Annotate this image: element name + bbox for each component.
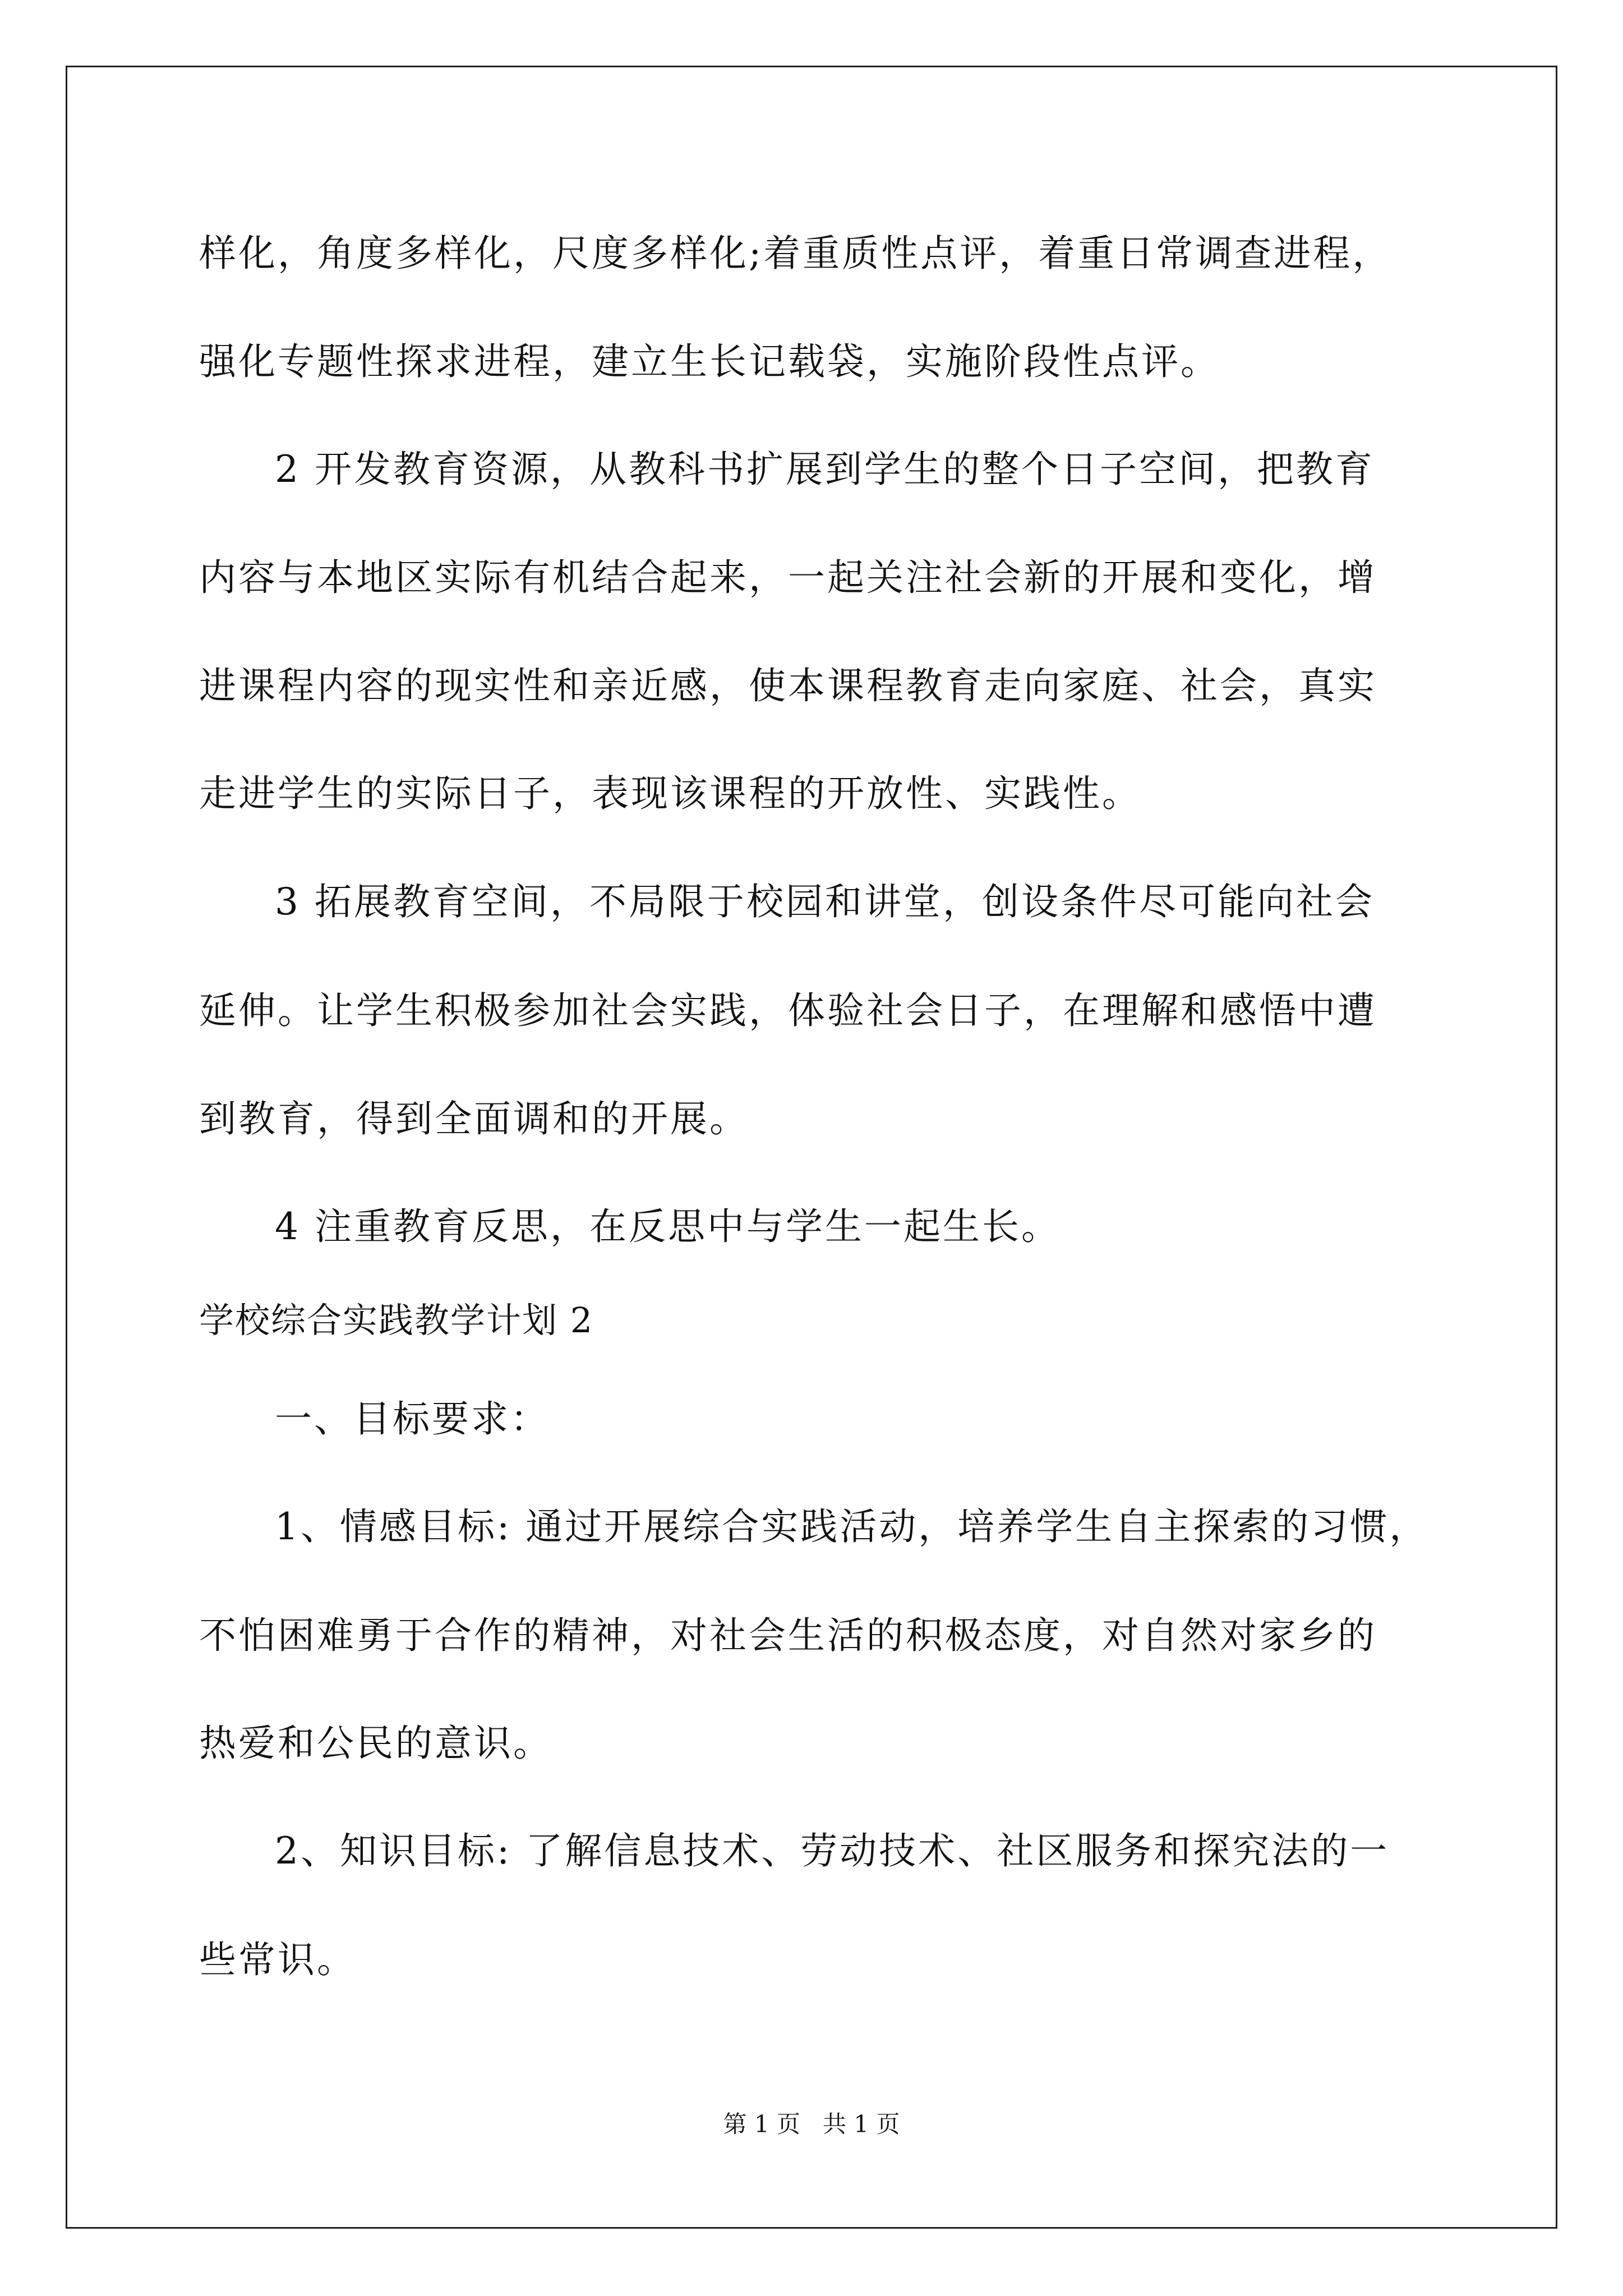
paragraph-line: 样化，角度多样化，尺度多样化;着重质性点评，着重日常调查进程， xyxy=(199,232,1392,275)
paragraph-line: 1、情感目标: 通过开展综合实践活动，培养学生自主探索的习惯， xyxy=(275,1505,1429,1548)
paragraph-line: 进课程内容的现实性和亲近感，使本课程教育走向家庭、社会，真实 xyxy=(199,664,1377,707)
paragraph-line: 4 注重教育反思，在反思中与学生一起生长。 xyxy=(275,1205,1061,1248)
page-footer: 第 1 页 共 1 页 xyxy=(723,2110,900,2138)
paragraph-line: 些常识。 xyxy=(199,1938,356,1981)
paragraph-line: 3 拓展教育空间，不局限于校园和讲堂，创设条件尽可能向社会 xyxy=(275,880,1375,923)
page-border xyxy=(66,66,1557,2229)
paragraph-line: 延伸。让学生积极参加社会实践，体验社会日子，在理解和感悟中遭 xyxy=(199,989,1377,1032)
section-heading: 学校综合实践教学计划 2 xyxy=(199,1300,594,1341)
paragraph-line: 内容与本地区实际有机结合起来，一起关注社会新的开展和变化，增 xyxy=(199,556,1377,599)
paragraph-line: 2 开发教育资源，从教科书扩展到学生的整个日子空间，把教育 xyxy=(275,448,1375,491)
paragraph-line: 到教育，得到全面调和的开展。 xyxy=(199,1097,749,1140)
paragraph-line: 热爱和公民的意识。 xyxy=(199,1722,552,1765)
paragraph-line: 不怕困难勇于合作的精神，对社会生活的积极态度，对自然对家乡的 xyxy=(199,1614,1377,1657)
paragraph-line: 走进学生的实际日子，表现该课程的开放性、实践性。 xyxy=(199,772,1141,815)
paragraph-line: 一、目标要求： xyxy=(275,1397,550,1441)
paragraph-line: 2、知识目标: 了解信息技术、劳动技术、社区服务和探究法的一 xyxy=(275,1829,1390,1872)
paragraph-line: 强化专题性探求进程，建立生长记载袋，实施阶段性点评。 xyxy=(199,340,1220,383)
